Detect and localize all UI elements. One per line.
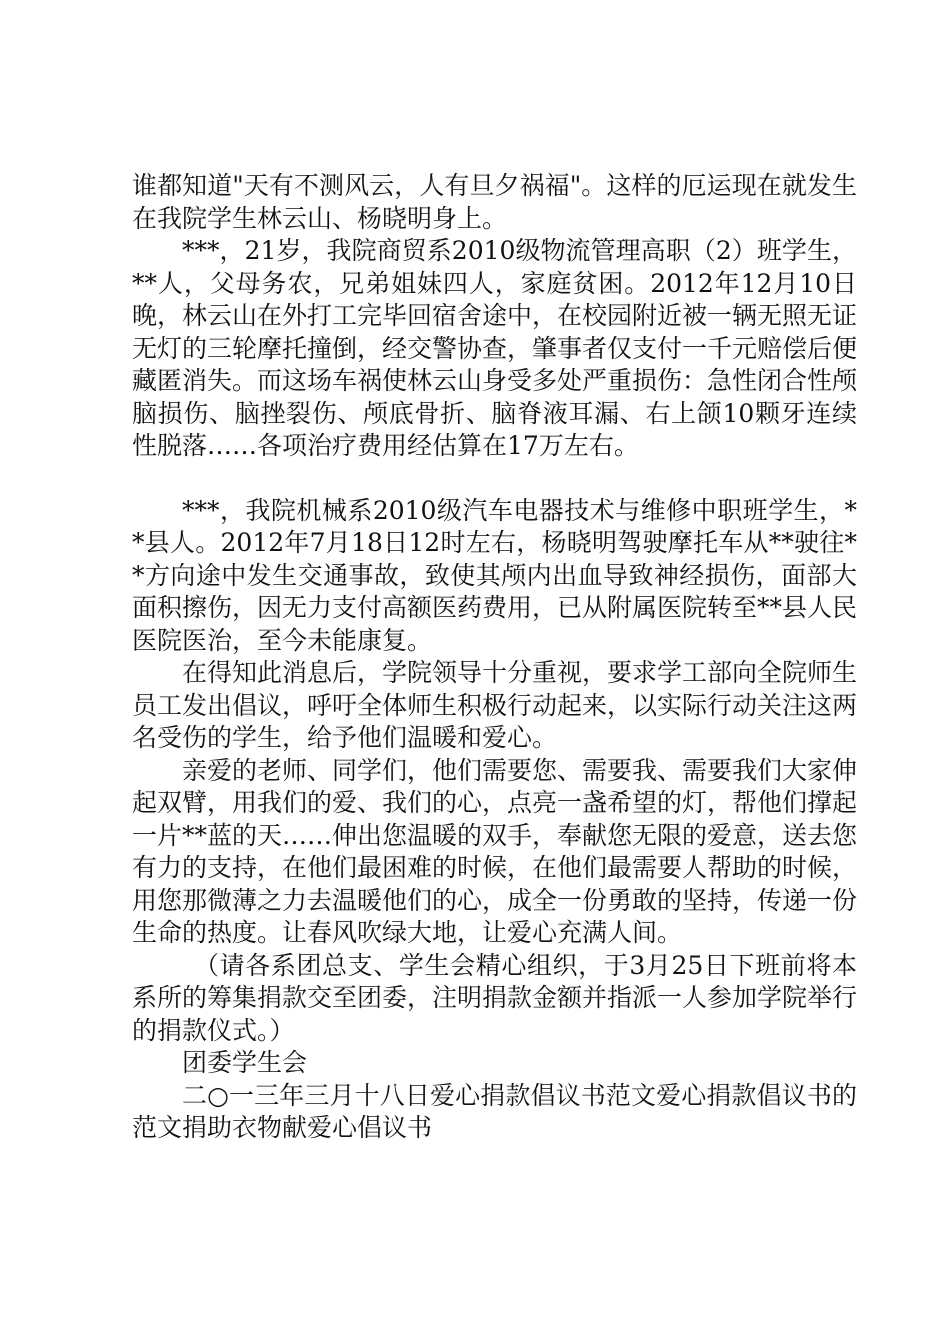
paragraph-leadership: 在得知此消息后，学院领导十分重视，要求学工部向全院师生员工发出倡议，呼吁全体师生积极行动起来，以实际行动关注这两名受伤的学生，给予他们温暖和爱心。 <box>132 658 858 752</box>
paragraph-appeal: 亲爱的老师、同学们，他们需要您、需要我、需要我们大家伸起双臂，用我们的爱、我们的心，点亮一盏希望的灯，帮他们撑起一片**蓝的天……伸出您温暖的双手，奉献您无限的爱意，送去您有力的支持，在他们最困难的时候，在他们最需要人帮助的时候，用您那微薄之力去温暖他们的心，成全一份勇敢的坚持，传递一份生命的热度。让春风吹绿大地，让爱心充满人间。 <box>132 755 858 947</box>
document-body <box>132 170 857 1145</box>
paragraph-student-two: ***，我院机械系2010级汽车电器技术与维修中职班学生，**县人。2012年7月18日12时左右，杨晓明驾驶摩托车从**驶往**方向途中发生交通事故，致使其颅内出血导致神经损伤，面部大面积擦伤，因无力支付高额医药费用，已从附属医院转至**县人民医院医治，至今未能康复。 <box>132 495 858 655</box>
paragraph-student-one: ***，21岁，我院商贸系2010级物流管理高职（2）班学生，**人，父母务农，兄弟姐妹四人，家庭贫困。2012年12月10日晚，林云山在外打工完毕回宿舍途中，在校园附近被一辆无照无证无灯的三轮摩托撞倒，经交警协查，肇事者仅支付一千元赔偿后便藏匿消失。而这场车祸使林云山身受多处严重损伤：急性闭合性颅脑损伤、脑挫裂伤、颅底骨折、脑脊液耳漏、右上颌10颗牙连续性脱落……各项治疗费用经估算在17万左右。 <box>132 236 858 460</box>
paragraph-date-title: 二○一三年三月十八日爱心捐款倡议书范文爱心捐款倡议书的范文捐助衣物献爱心倡议书 <box>132 1080 857 1142</box>
paragraph-intro: 谁都知道"天有不测风云，人有旦夕祸福"。这样的厄运现在就发生在我院学生林云山、杨晓明身上。 <box>132 171 857 233</box>
paragraph-spacer <box>132 463 857 495</box>
paragraph-instructions: （请各系团总支、学生会精心组织，于3月25日下班前将本系所的筹集捐款交至团委，注明捐款金额并指派一人参加学院举行的捐款仪式。） <box>132 950 858 1045</box>
signature-organization: 团委学生会 <box>182 1048 308 1077</box>
